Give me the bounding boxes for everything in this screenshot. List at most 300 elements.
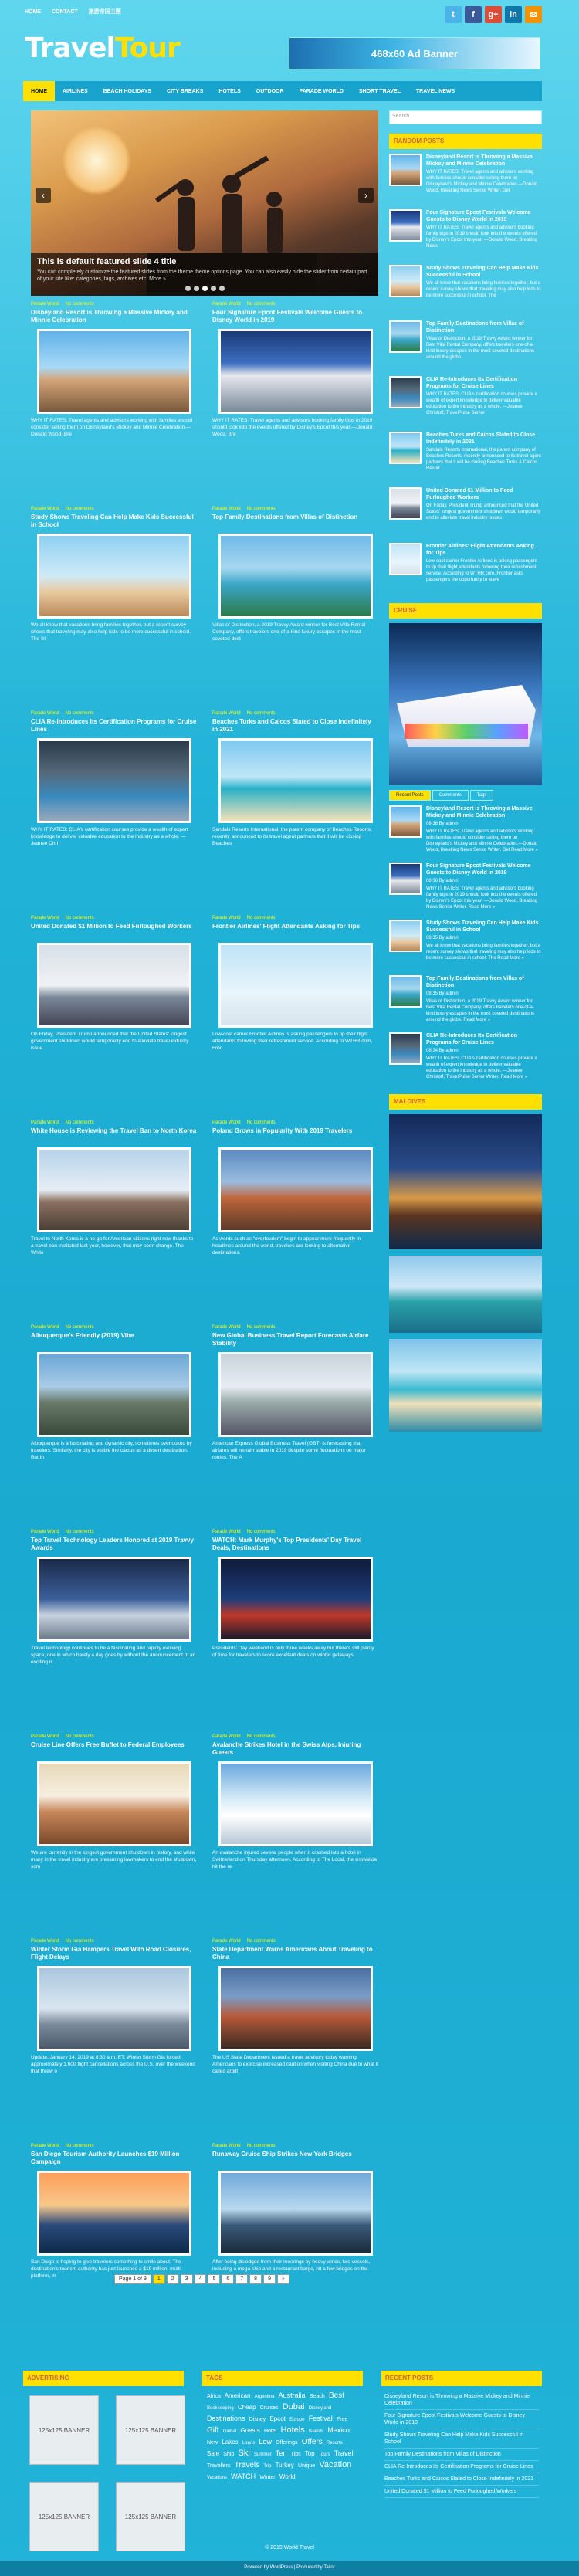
post-comments-link[interactable]: No comments — [246, 1120, 276, 1125]
post-category-link[interactable]: Parade World — [31, 1120, 59, 1125]
page-link[interactable]: 9 — [263, 2274, 276, 2284]
random-post-item[interactable] — [389, 483, 542, 538]
recent-post-link[interactable]: Disneyland Resort is Throwing a Massive Mickey and Minnie Celebration — [384, 2391, 539, 2410]
slider-next-arrow[interactable]: › — [358, 188, 374, 203]
tag-link[interactable]: Best — [328, 2391, 344, 2400]
post-comments-link[interactable]: No comments — [65, 916, 94, 920]
tag-link[interactable]: Hotel — [263, 2429, 277, 2434]
site-wrapper — [23, 0, 542, 2520]
random-post-body — [426, 265, 542, 311]
topnav-theme[interactable]: 旅游帝国主题 — [88, 9, 121, 15]
post-title[interactable]: WATCH: Mark Murphy's Top Presidents' Day Travel Deals, Destinations — [212, 1537, 362, 1551]
post-category-link[interactable]: Parade World — [212, 1939, 241, 1944]
slider-dot[interactable] — [185, 286, 191, 291]
post-category-link[interactable]: Parade World — [212, 507, 241, 511]
tag-link[interactable]: Destinations — [207, 2415, 245, 2422]
post-card — [212, 711, 378, 916]
post-category-link[interactable]: Parade World — [212, 2144, 241, 2148]
post-excerpt: American Express Global Business Travel (GBT) is forecasting that airfares will remain stable in 2019 despite some fluctuations on major routes. The A — [212, 1441, 366, 1460]
post-card — [31, 916, 197, 1120]
pagination — [114, 2274, 290, 2284]
post-excerpt: On Friday, President Trump announced that the United States' longest government shutdown would temporarily end to alleviate travel industry issue — [31, 1032, 189, 1051]
post-category-link[interactable]: Parade World — [212, 711, 241, 716]
topnav-home[interactable]: HOME — [25, 8, 41, 15]
tab-post-item[interactable] — [389, 971, 542, 1028]
post-title[interactable]: Study Shows Traveling Can Help Make Kids Successful in School — [31, 514, 194, 528]
post-thumbnail[interactable] — [37, 329, 191, 414]
post-thumbnail[interactable] — [37, 1352, 191, 1437]
post-thumbnail[interactable] — [37, 2171, 191, 2256]
random-post-body — [426, 432, 542, 478]
logo-part1: Travel — [25, 32, 115, 64]
tag-link[interactable]: Ski — [238, 2449, 250, 2458]
logo-part2: Tour — [114, 32, 180, 64]
page-link[interactable]: 5 — [208, 2274, 220, 2284]
post-thumbnail[interactable] — [37, 738, 191, 823]
random-post-item[interactable] — [389, 205, 542, 260]
random-post-title[interactable]: Beaches Turks and Caicos Slated to Close Indefinitely in 2021 — [426, 432, 536, 445]
random-post-title[interactable]: Top Family Destinations from Villas of Distinction — [426, 321, 524, 334]
page-link[interactable]: 4 — [195, 2274, 207, 2284]
tab-post-body — [426, 863, 542, 910]
random-post-body — [426, 154, 542, 200]
post-thumbnail[interactable] — [37, 1966, 191, 2051]
post-comments-link[interactable]: No comments — [246, 302, 276, 307]
tag-link[interactable]: Trip — [263, 2464, 272, 2469]
post-category-link[interactable]: Parade World — [31, 1939, 59, 1944]
tab-post-byline: 08:35 By admin — [426, 936, 459, 941]
post-comments-link[interactable]: No comments — [246, 1530, 276, 1534]
random-post-thumbnail[interactable] — [389, 376, 422, 408]
slider-dots — [185, 286, 225, 291]
post-meta — [212, 916, 378, 920]
post-category-link[interactable]: Parade World — [31, 1325, 59, 1330]
post-excerpt: Travel to North Korea is a no-go for American citizens right now thanks to a travel ban instituted last year, however, that may soon change. The White — [31, 1236, 194, 1256]
slider-dot[interactable] — [219, 286, 225, 291]
random-post-title[interactable]: Frontier Airlines' Flight Attendants Asking for Tips — [426, 544, 534, 556]
header-ad-banner[interactable] — [289, 37, 540, 69]
random-post-thumbnail[interactable] — [389, 154, 422, 186]
slider-dot[interactable] — [202, 286, 208, 291]
post-thumbnail[interactable] — [37, 943, 191, 1028]
post-excerpt: An avalanche injured several people when it crashed into a hotel in Switzerland on Thursday afternoon. According to The Local, the snowslide hit the re — [212, 1850, 378, 1869]
random-post-thumbnail[interactable] — [389, 209, 422, 242]
post-thumbnail[interactable] — [218, 1966, 373, 2051]
tag-link[interactable]: Unique — [297, 2463, 316, 2469]
tab-post-thumbnail[interactable] — [389, 975, 422, 1008]
random-post-thumbnail[interactable] — [389, 265, 422, 297]
post-comments-link[interactable]: No comments — [65, 1939, 94, 1944]
post-meta — [212, 1325, 378, 1330]
tag-link[interactable]: Offers — [301, 2438, 323, 2446]
tag-link[interactable]: Ten — [275, 2449, 287, 2457]
post-card — [212, 507, 378, 711]
post-meta — [212, 711, 378, 716]
post-comments-link[interactable]: No comments — [65, 1734, 94, 1739]
post-category-link[interactable]: Parade World — [212, 1734, 241, 1739]
tag-link[interactable]: Tours — [318, 2452, 330, 2457]
post-title[interactable]: Winter Storm Gia Hampers Travel With Road Closures, Flight Delays — [31, 1946, 191, 1961]
recent-post-link[interactable]: CLIA Re-Introduces Its Certification Programs for Cruise Lines — [384, 2461, 539, 2473]
post-comments-link[interactable]: No comments — [246, 2144, 276, 2148]
tab-post-body — [426, 975, 542, 1023]
random-post-title[interactable]: Disneyland Resort is Throwing a Massive Mickey and Minnie Celebration — [426, 154, 533, 167]
maldives-image-2[interactable] — [389, 1256, 542, 1333]
post-category-link[interactable]: Parade World — [31, 2144, 59, 2148]
random-post-thumbnail[interactable] — [389, 432, 422, 464]
tag-link[interactable]: Free — [336, 2417, 348, 2422]
banner-label: 468x60 Ad Banner — [371, 47, 459, 59]
post-comments-link[interactable]: No comments — [65, 302, 94, 307]
random-post-text: We all know that vacations bring families together, but a recent survey shows that traveling may also help kids to be more successful in school. The — [426, 281, 541, 298]
tab-tags[interactable]: Tags — [470, 790, 494, 801]
recent-post-link[interactable]: Four Signature Epcot Festivals Welcome Guests to Disney World in 2019 — [384, 2410, 539, 2429]
recent-post-link[interactable]: Study Shows Traveling Can Help Make Kids Successful in School — [384, 2429, 539, 2449]
page-link[interactable]: 8 — [249, 2274, 262, 2284]
post-thumbnail[interactable] — [218, 1147, 373, 1232]
post-card — [31, 711, 197, 916]
tab-post-title[interactable]: Disneyland Resort is Throwing a Massive Mickey and Minnie Celebration — [426, 806, 533, 819]
tag-link[interactable]: Sale — [207, 2450, 220, 2457]
post-category-link[interactable]: Parade World — [212, 1530, 241, 1534]
post-comments-link[interactable]: No comments — [65, 1120, 94, 1125]
ad-banner-125[interactable]: 125x125 BANNER — [116, 2482, 185, 2551]
tab-post-thumbnail[interactable] — [389, 920, 422, 952]
nav-item-beach-holidays[interactable]: BEACH HOLIDAYS — [103, 88, 152, 94]
random-post-body — [426, 376, 542, 422]
linkedin-icon[interactable]: in — [505, 6, 522, 23]
maldives-image-3[interactable] — [389, 1339, 542, 1432]
slider-dot[interactable] — [211, 286, 216, 291]
post-excerpt: Sandals Resorts International, the parent company of Beaches Resorts, recently announced to its travel agent partners that it will be closing Beaches — [212, 827, 372, 846]
tab-post-text: WHY IT RATES: CLIA's certification courses provide a wealth of expert knowledge to deliver valuable education to the industry as a whole. —Jeanee Christoff, TravelPulse Senior Writer. Read More » — [426, 1056, 537, 1080]
post-title[interactable]: United Donated $1 Million to Feed Furloughed Workers — [31, 923, 192, 930]
post-card — [212, 916, 378, 1120]
post-title[interactable]: Top Family Destinations from Villas of Distinction — [212, 514, 358, 520]
tag-link[interactable]: Offerings — [276, 2440, 298, 2446]
nav-item-hotels[interactable]: HOTELS — [218, 88, 241, 94]
posts-grid — [31, 302, 378, 2348]
post-thumbnail[interactable] — [218, 1557, 373, 1642]
tab-post-item[interactable] — [389, 1028, 542, 1085]
featured-slider[interactable] — [31, 110, 378, 296]
tab-post-body — [426, 805, 542, 853]
tag-link[interactable]: Epcot — [269, 2415, 286, 2422]
post-thumbnail[interactable] — [218, 329, 373, 414]
post-card — [212, 1325, 378, 1530]
tag-link[interactable]: Summer — [254, 2452, 272, 2457]
nav-item-parade-world[interactable]: PARADE WORLD — [299, 88, 344, 94]
ads-title: ADVERTISING — [23, 2371, 184, 2386]
post-title[interactable]: Four Signature Epcot Festivals Welcome Guests to Disney World in 2019 — [212, 309, 363, 324]
tab-post-byline: 08:36 By admin — [426, 879, 459, 883]
post-comments-link[interactable]: No comments — [246, 1734, 276, 1739]
post-excerpt: WHY IT RATES: CLIA's certification courses provide a wealth of expert knowledge to deliver valuable education to the industry as a whole. —Jeanee Chri — [31, 827, 188, 846]
tab-post-item[interactable] — [389, 801, 542, 858]
post-comments-link[interactable]: No comments — [65, 711, 94, 716]
post-thumbnail[interactable] — [218, 2171, 373, 2256]
tag-link[interactable]: Disneyland — [308, 2406, 332, 2411]
recent-post-link[interactable]: Top Family Destinations from Villas of Distinction — [384, 2449, 539, 2461]
post-excerpt: Presidents' Day weekend is only three weeks away but there's still plenty of time for travelers to score excellent deals on winter getaways. — [212, 1646, 374, 1658]
tab-post-title[interactable]: CLIA Re-Introduces Its Certification Programs for Cruise Lines — [426, 1033, 517, 1046]
twitter-icon[interactable]: t — [445, 6, 462, 23]
post-category-link[interactable]: Parade World — [31, 1530, 59, 1534]
tag-link[interactable]: Africa — [207, 2394, 221, 2399]
random-post-item[interactable] — [389, 538, 542, 594]
post-thumbnail[interactable] — [37, 1147, 191, 1232]
post-meta — [212, 302, 378, 307]
post-category-link[interactable]: Parade World — [31, 916, 59, 920]
post-title[interactable]: White House is Reviewing the Travel Ban to North Korea — [31, 1127, 197, 1134]
tag-link[interactable]: Islands — [308, 2429, 323, 2434]
post-title[interactable]: Runaway Cruise Ship Strikes New York Bridges — [212, 2151, 352, 2157]
random-post-item[interactable] — [389, 316, 542, 371]
post-comments-link[interactable]: No comments — [246, 711, 276, 716]
search-input[interactable]: Search — [389, 110, 542, 124]
pagination-info: Page 1 of 9 — [114, 2274, 151, 2284]
rss-icon[interactable]: ✉ — [525, 6, 542, 23]
post-title[interactable]: Poland Grows in Popularity With 2019 Travelers — [212, 1127, 353, 1134]
nav-item-short-travel[interactable]: SHORT TRAVEL — [358, 88, 401, 94]
tab-comments[interactable]: Comments — [432, 790, 469, 801]
tag-link[interactable]: Travels — [234, 2461, 260, 2469]
tag-link[interactable]: Resorts — [326, 2441, 343, 2446]
post-thumbnail[interactable] — [218, 534, 373, 619]
random-post-title[interactable]: CLIA Re-Introduces Its Certification Programs for Cruise Lines — [426, 377, 517, 389]
page-link[interactable]: 2 — [167, 2274, 179, 2284]
tab-post-thumbnail[interactable] — [389, 863, 422, 895]
tag-link[interactable]: Gift — [207, 2426, 219, 2435]
tag-link[interactable]: Festival — [308, 2415, 333, 2422]
post-title[interactable]: Disneyland Resort is Throwing a Massive Mickey and Minnie Celebration — [31, 309, 188, 324]
tab-post-thumbnail[interactable] — [389, 1032, 422, 1065]
maldives-title: MALDIVES — [389, 1094, 542, 1110]
facebook-icon[interactable]: f — [465, 6, 482, 23]
post-thumbnail[interactable] — [37, 1761, 191, 1846]
tab-post-body — [426, 920, 542, 966]
post-thumbnail[interactable] — [37, 1557, 191, 1642]
main-content — [31, 110, 378, 2348]
tag-link[interactable]: Global — [222, 2429, 237, 2434]
post-category-link[interactable]: Parade World — [212, 916, 241, 920]
ad-banner-125[interactable]: 125x125 BANNER — [29, 2395, 99, 2465]
random-post-body — [426, 543, 542, 589]
post-comments-link[interactable]: No comments — [246, 1939, 276, 1944]
random-post-item[interactable] — [389, 260, 542, 316]
random-post-body — [426, 487, 542, 534]
powered-by: Powered by WordPress | Produced by Tailor — [0, 2561, 579, 2576]
social-icons — [445, 6, 542, 23]
googleplus-icon[interactable]: g+ — [485, 6, 502, 23]
sidebar — [389, 110, 542, 1432]
tab-post-body — [426, 1032, 542, 1080]
post-title[interactable]: Cruise Line Offers Free Buffet to Federal Employees — [31, 1741, 185, 1748]
post-thumbnail[interactable] — [218, 1352, 373, 1437]
tab-post-item[interactable] — [389, 858, 542, 915]
post-meta — [212, 1530, 378, 1534]
tag-link[interactable]: Travel — [334, 2449, 354, 2457]
post-category-link[interactable]: Parade World — [31, 302, 59, 307]
tag-link[interactable]: Cheap — [237, 2404, 256, 2411]
nav-item-city-breaks[interactable]: CITY BREAKS — [167, 88, 204, 94]
random-post-text: WHY IT RATES: CLIA's certification courses provide a wealth of expert knowledge to deliver valuable education to the industry as a whole. —Jeanee Christoff, TravelPulse Senior — [426, 392, 537, 415]
tag-link[interactable]: Mexico — [327, 2426, 350, 2434]
tags-title: TAGS — [202, 2371, 363, 2386]
random-post-item[interactable] — [389, 149, 542, 205]
tab-post-text: WHY IT RATES: Travel agents and advisors working with families should consider selling them on Disneyland's Mickey and Minnie Celebration.—Donald Wood, Breaking News Senior Writer. Get Read More » — [426, 829, 538, 852]
tag-link[interactable]: Low — [259, 2438, 272, 2446]
post-title[interactable]: Albuquerque's Friendly (2019) Vibe — [31, 1332, 134, 1339]
ad-banner-125[interactable]: 125x125 BANNER — [116, 2395, 185, 2465]
post-comments-link[interactable]: No comments — [246, 507, 276, 511]
tab-post-title[interactable]: Top Family Destinations from Villas of Distinction — [426, 976, 524, 988]
tag-link[interactable]: Hotels — [280, 2425, 305, 2435]
tag-link[interactable]: Winter — [259, 2475, 276, 2480]
footer-advertising — [23, 2371, 184, 2551]
post-excerpt: We all know that vacations bring families together, but a recent survey shows that traveling may also help kids to be more successful in school. The St — [31, 622, 191, 642]
post-thumbnail[interactable] — [218, 943, 373, 1028]
tag-link[interactable]: Lakes — [222, 2439, 239, 2446]
tag-link[interactable]: American — [224, 2392, 251, 2399]
nav-item-travel-news[interactable]: TRAVEL NEWS — [415, 88, 455, 94]
tag-link[interactable]: Vacation — [319, 2460, 352, 2469]
random-post-title[interactable]: United Donated $1 Million to Feed Furloughed Workers — [426, 488, 513, 500]
slide-text: You can completely customize the featured slides from the theme theme options page. You can also easily hide the slider from certain part of your site like: categories, tags, archives etc. More » — [37, 269, 367, 282]
post-thumbnail[interactable] — [37, 534, 191, 619]
post-excerpt: We are currently in the longest government shutdown in history, and while many in the travel industry are pressuring lawmakers to end the shutdown, som — [31, 1850, 197, 1869]
cruise-image[interactable] — [389, 623, 542, 785]
random-post-title[interactable]: Study Shows Traveling Can Help Make Kids Successful in School — [426, 266, 539, 278]
post-title[interactable]: CLIA Re-Introduces Its Certification Programs for Cruise Lines — [31, 718, 197, 733]
post-category-link[interactable]: Parade World — [212, 1325, 241, 1330]
post-card — [31, 507, 197, 711]
post-excerpt: After being dislodged from their moorings by heavy winds, two vessels, including a mega-ship and a restaurant barge, hit a few bridges on the — [212, 2259, 371, 2272]
tag-link[interactable]: Ship — [223, 2452, 235, 2457]
post-title[interactable]: Beaches Turks and Caicos Slated to Close Indefinitely in 2021 — [212, 718, 371, 733]
recent-post-link[interactable]: United Donated $1 Million to Feed Furloughed Workers — [384, 2486, 539, 2498]
random-post-item[interactable] — [389, 371, 542, 427]
site-logo[interactable] — [25, 32, 180, 64]
slider-dot[interactable] — [194, 286, 199, 291]
random-post-thumbnail[interactable] — [389, 543, 422, 575]
post-card — [212, 1530, 378, 1734]
post-card — [31, 1120, 197, 1325]
page-link[interactable]: 7 — [235, 2274, 248, 2284]
tag-link[interactable]: Europe — [290, 2418, 305, 2422]
post-category-link[interactable]: Parade World — [31, 507, 59, 511]
post-category-link[interactable]: Parade World — [31, 711, 59, 716]
tag-link[interactable]: Beach — [309, 2394, 325, 2399]
tag-link[interactable]: Cruises — [259, 2405, 279, 2411]
post-meta — [31, 1530, 197, 1534]
post-title[interactable]: Top Travel Technology Leaders Honored at 2019 Travvy Awards — [31, 1537, 194, 1551]
post-card — [31, 302, 197, 507]
random-post-item[interactable] — [389, 427, 542, 483]
post-card — [31, 1530, 197, 1734]
tab-post-title[interactable]: Study Shows Traveling Can Help Make Kids Successful in School — [426, 920, 539, 933]
tab-post-item[interactable] — [389, 915, 542, 971]
ad-banner-125[interactable]: 125x125 BANNER — [29, 2482, 99, 2551]
post-meta — [31, 916, 197, 920]
post-card — [31, 2144, 197, 2348]
post-comments-link[interactable]: No comments — [65, 507, 94, 511]
post-meta — [212, 1120, 378, 1125]
post-comments-link[interactable]: No comments — [246, 916, 276, 920]
post-comments-link[interactable]: No comments — [65, 1530, 94, 1534]
random-post-text: WHY IT RATES: Travel agents and advisors working with families should consider selling them on Disneyland's Mickey and Minnie Celebration.—Donald Wood, Breaking News Senior Writer. Get — [426, 170, 538, 193]
page-link[interactable]: » — [277, 2274, 290, 2284]
tab-recent-posts[interactable]: Recent Posts — [389, 790, 431, 801]
tab-post-thumbnail[interactable] — [389, 805, 422, 838]
post-title[interactable]: State Department Warns Americans About Traveling to China — [212, 1946, 373, 1961]
tag-link[interactable]: Top — [304, 2450, 315, 2457]
post-excerpt: Albuquerque is a fascinating and dynamic city, sometimes overlooked by travelers. Similarly, the city is visible the cactus as a desert destination. But th — [31, 1441, 192, 1460]
tag-link[interactable]: Guests — [240, 2427, 260, 2434]
tag-link[interactable]: Australia — [278, 2391, 306, 2399]
tag-link[interactable]: Vacations — [207, 2476, 227, 2480]
sidebar-tabs — [389, 790, 542, 801]
random-post-title[interactable]: Four Signature Epcot Festivals Welcome Guests to Disney World in 2019 — [426, 210, 531, 222]
post-excerpt: WHY IT RATES: Travel agents and advisors booking family trips in 2019 should look into the events offered by Disney's Epcot this year.—Donald Wood, Bre — [212, 418, 373, 437]
nav-item-airlines[interactable]: AIRLINES — [63, 88, 88, 94]
random-post-body — [426, 320, 542, 367]
nav-item-outdoor[interactable]: OUTDOOR — [256, 88, 284, 94]
tag-link[interactable]: Disney — [249, 2417, 266, 2422]
post-thumbnail[interactable] — [218, 1761, 373, 1846]
post-comments-link[interactable]: No comments — [246, 1325, 276, 1330]
post-comments-link[interactable]: No comments — [65, 2144, 94, 2148]
maldives-image-1[interactable] — [389, 1114, 542, 1249]
tag-link[interactable]: Bookkeeping — [207, 2406, 234, 2411]
topnav-contact[interactable]: CONTACT — [52, 8, 78, 15]
post-excerpt: Travel technology continues to be a fascinating and rapidly evolving space, one in which barely a day goes by without the announcement of an exciting n — [31, 1646, 196, 1665]
random-post-thumbnail[interactable] — [389, 320, 422, 353]
tag-link[interactable]: Tips — [290, 2452, 301, 2457]
post-comments-link[interactable]: No comments — [65, 1325, 94, 1330]
tag-link[interactable]: Travellers — [207, 2463, 231, 2469]
slider-prev-arrow[interactable]: ‹ — [36, 188, 51, 203]
post-category-link[interactable]: Parade World — [31, 1734, 59, 1739]
tab-post-title[interactable]: Four Signature Epcot Festivals Welcome Guests to Disney World in 2019 — [426, 863, 531, 876]
post-category-link[interactable]: Parade World — [212, 302, 241, 307]
page-link[interactable]: 1 — [153, 2274, 165, 2284]
post-excerpt: As words such as "overtourism" begin to appear more frequently in headlines around the world, travelers are looking to alternative destinations. — [212, 1236, 361, 1256]
post-title[interactable]: New Global Business Travel Report Forecasts Airfare Stability — [212, 1332, 369, 1347]
tag-link[interactable]: Turkey — [275, 2462, 294, 2469]
post-title[interactable]: Avalanche Strikes Hotel in the Swiss Alps, Injuring Guests — [212, 1741, 361, 1756]
recent-post-link[interactable]: Beaches Turks and Caicos Slated to Close Indefinitely in 2021 — [384, 2473, 539, 2486]
tag-link[interactable]: New — [207, 2440, 218, 2446]
tag-link[interactable]: World — [279, 2473, 296, 2480]
tag-link[interactable]: WATCH — [231, 2473, 256, 2480]
tag-link[interactable]: Argentina — [254, 2395, 275, 2399]
page-link[interactable]: 3 — [181, 2274, 193, 2284]
post-thumbnail[interactable] — [218, 738, 373, 823]
footer-tags — [202, 2371, 363, 2551]
page-link[interactable]: 6 — [222, 2274, 234, 2284]
post-title[interactable]: San Diego Tourism Authority Launches $19 Million Campaign — [31, 2151, 180, 2165]
tag-link[interactable]: Loans — [242, 2441, 256, 2446]
post-title[interactable]: Frontier Airlines' Flight Attendants Asking for Tips — [212, 923, 361, 930]
random-post-thumbnail[interactable] — [389, 487, 422, 520]
post-category-link[interactable]: Parade World — [212, 1120, 241, 1125]
tag-link[interactable]: Dubai — [282, 2402, 305, 2412]
nav-item-home[interactable]: HOME — [23, 81, 55, 101]
tab-post-text: Villas of Distinction, a 2019 Travvy Award winner for Best Villa Rental Company, offers travelers one-of-a-kind luxury escapes in the most coveted destinations around the globe. Read More » — [426, 999, 535, 1022]
random-post-text: Sandals Resorts International, the parent company of Beaches Resorts, recently announced to its travel agent partners that it will be closing Beaches Turks & Caicos Resort — [426, 448, 541, 471]
slide-title: This is default featured slide 4 title — [37, 257, 177, 266]
